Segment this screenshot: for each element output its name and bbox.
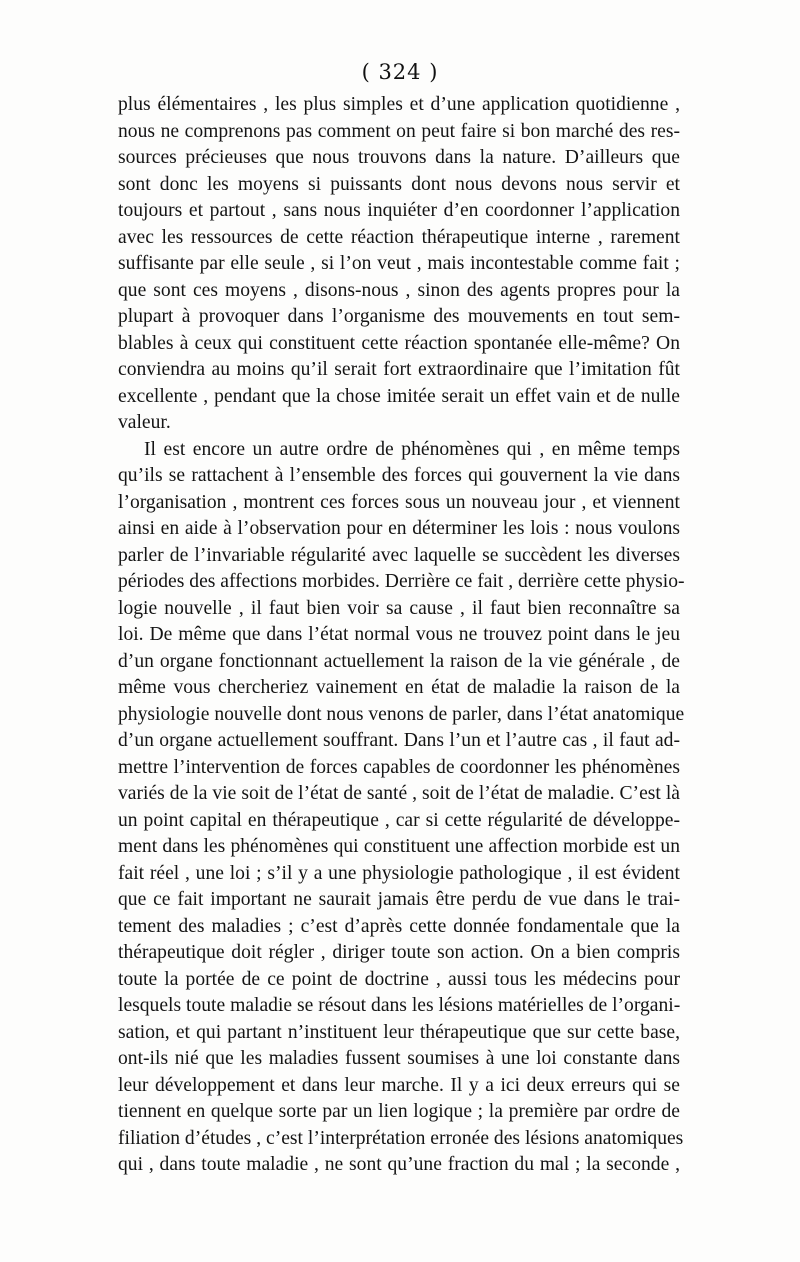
text-line: qu’ils se rattachent à l’ensemble des forces qui gouvernent la vie dans (118, 465, 680, 486)
text-line: blables à ceux qui constituent cette réaction spontanée elle-même? On (118, 332, 680, 354)
text-line: lesquels toute maladie se résout dans les lésions matérielles de l’organi- (118, 995, 681, 1016)
text-line: un point capital en thérapeutique , car si cette régularité de développe- (118, 809, 680, 831)
text-line: ment dans les phénomènes qui constituent une affection morbide est un (118, 836, 680, 857)
text-line: nous ne comprenons pas comment on peut faire si bon marché des res- (118, 120, 680, 142)
paragraph-1 (118, 92, 680, 437)
text-line: avec les ressources de cette réaction thérapeutique interne , rarement (118, 226, 680, 248)
text-line: même vous chercheriez vainement en état de maladie la raison de la (118, 677, 680, 698)
text-line: plus élémentaires , les plus simples et d’une application quotidienne , (118, 94, 680, 115)
text-line: logie nouvelle , il faut bien voir sa cause , il faut bien reconnaître sa (118, 597, 680, 619)
text-line: sont donc les moyens si puissants dont nous devons nous servir et (118, 173, 680, 195)
text-line: tiennent en quelque sorte par un lien logique ; la première par ordre de (118, 1101, 680, 1122)
text-line: variés de la vie soit de l’état de santé , soit de l’état de maladie. C’est là (118, 783, 680, 804)
text-line: thérapeutique doit régler , diriger toute son action. On a bien compris (118, 942, 680, 963)
text-line: filiation d’études , c’est l’interprétation erronée des lésions anatomiques (118, 1127, 684, 1149)
paragraph-2 (118, 437, 685, 1179)
text-line: suffisante par elle seule , si l’on veut , mais incontestable comme fait ; (118, 253, 680, 274)
text-line: toujours et partout , sans nous inquiéter d’en coordonner l’application (118, 200, 680, 221)
page-number: ( 324 ) (361, 60, 439, 84)
text-line: plupart à provoquer dans l’organisme des mouvements en tout sem- (118, 306, 680, 327)
text-line: sation, et qui partant n’instituent leur thérapeutique que sur cette base, (118, 1021, 680, 1043)
text-line: que ce fait important ne saurait jamais être perdu de vue dans le trai- (118, 889, 680, 910)
text-line: ainsi en aide à l’observation pour en déterminer les lois : nous voulons (118, 518, 680, 539)
text-line: d’un organe fonctionnant actuellement la raison de la vie générale , de (118, 650, 680, 672)
text-line: mettre l’intervention de forces capables de coordonner les phénomènes (118, 756, 680, 778)
text-line: périodes des affections morbides. Derrière ce fait , derrière cette physio- (118, 571, 685, 592)
text-line: d’un organe actuellement souffrant. Dans l’un et l’autre cas , il faut ad- (118, 730, 680, 751)
text-line: ont-ils nié que les maladies fussent soumises à une loi constante dans (118, 1048, 680, 1069)
text-line: loi. De même que dans l’état normal vous ne trouvez point dans le jeu (118, 624, 680, 645)
text-line: conviendra au moins qu’il serait fort extraordinaire que l’imitation fût (118, 359, 680, 380)
text-line: parler de l’invariable régularité avec laquelle se succèdent les diverses (118, 544, 680, 566)
text-line: excellente , pendant que la chose imitée serait un effet vain et de nulle (118, 385, 680, 407)
text-line: tement des maladies ; c’est d’après cette donnée fondamentale que la (118, 915, 680, 937)
text-line: leur développement et dans leur marche. Il y a ici deux erreurs qui se (118, 1074, 680, 1096)
text-line: physiologie nouvelle dont nous venons de parler, dans l’état anatomique (118, 703, 685, 725)
text-line: que sont ces moyens , disons-nous , sinon des agents propres pour la (118, 279, 680, 301)
text-line: qui , dans toute maladie , ne sont qu’une fraction du mal ; la seconde , (118, 1154, 680, 1175)
text-line: Il est encore un autre ordre de phénomènes qui , en même temps (144, 438, 680, 460)
body-text (118, 92, 685, 1179)
text-line: sources précieuses que nous trouvons dans la nature. D’ailleurs que (118, 147, 680, 168)
text-line: valeur. (118, 412, 171, 433)
text-line: fait réel , une loi ; s’il y a une physiologie pathologique , il est évident (118, 862, 680, 884)
text-line: toute la portée de ce point de doctrine , aussi tous les médecins pour (118, 968, 680, 990)
text-line: l’organisation , montrent ces forces sous un nouveau jour , et viennent (118, 491, 680, 513)
